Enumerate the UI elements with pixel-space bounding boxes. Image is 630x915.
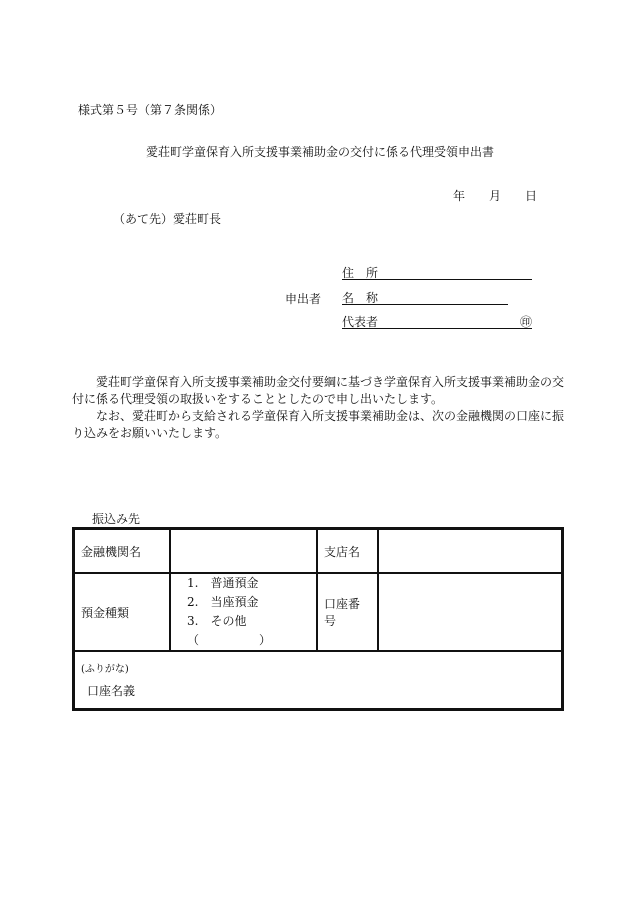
body-paragraph-2: なお、愛荘町から支給される学童保育入所支援事業補助金は、次の金融機関の口座に振り込みをお願いいたします。 xyxy=(72,409,565,440)
representative-label: 代表者 xyxy=(342,315,379,329)
address-underline xyxy=(342,279,532,280)
name-label: 名 称 xyxy=(342,291,379,305)
deposit-option-checking[interactable]: 2. 当座預金 xyxy=(187,595,259,609)
bank-account-table xyxy=(72,527,564,711)
date-day-label: 日 xyxy=(525,189,538,203)
account-number-label: 口座番号 xyxy=(317,573,378,651)
seal-mark: ㊞ xyxy=(519,315,532,329)
account-holder-cell[interactable] xyxy=(74,651,562,709)
bank-name-input[interactable] xyxy=(170,529,317,573)
table-row xyxy=(74,651,562,709)
date-year-label: 年 xyxy=(453,189,466,203)
furigana-label: (ふりがな) xyxy=(81,664,129,675)
address-label: 住 所 xyxy=(342,266,379,280)
table-row xyxy=(74,573,562,651)
deposit-type-options[interactable] xyxy=(170,573,317,651)
body-text xyxy=(72,374,572,442)
form-number: 様式第５号（第７条関係） xyxy=(78,103,223,117)
deposit-type-label: 預金種類 xyxy=(74,573,170,651)
date-row xyxy=(453,187,537,204)
body-paragraph-1: 愛荘町学童保育入所支援事業補助金交付要綱に基づき学童保育入所支援事業補助金の交付に係る代理受領の取扱いをすることとしたので申し出いたします。 xyxy=(72,375,565,406)
deposit-option-other[interactable]: 3. その他（ ） xyxy=(187,614,272,647)
table-row xyxy=(74,529,562,573)
account-holder-label: 口座名義 xyxy=(87,684,136,698)
deposit-option-ordinary[interactable]: 1. 普通預金 xyxy=(187,576,259,590)
date-month-label: 月 xyxy=(489,189,502,203)
address-field[interactable] xyxy=(342,264,532,278)
addressee: （あて先）愛荘町長 xyxy=(113,212,222,226)
representative-underline xyxy=(342,328,532,329)
branch-label: 支店名 xyxy=(317,529,378,573)
name-field[interactable] xyxy=(342,289,508,303)
applicant-label: 申出者 xyxy=(285,292,322,306)
bank-name-label: 金融機関名 xyxy=(74,529,170,573)
name-underline xyxy=(342,304,508,305)
branch-input[interactable] xyxy=(378,529,562,573)
representative-field[interactable] xyxy=(342,313,532,327)
transfer-destination-label: 振込み先 xyxy=(92,512,141,526)
document-title: 愛荘町学童保育入所支援事業補助金の交付に係る代理受領申出書 xyxy=(146,145,495,159)
account-number-input[interactable] xyxy=(378,573,562,651)
